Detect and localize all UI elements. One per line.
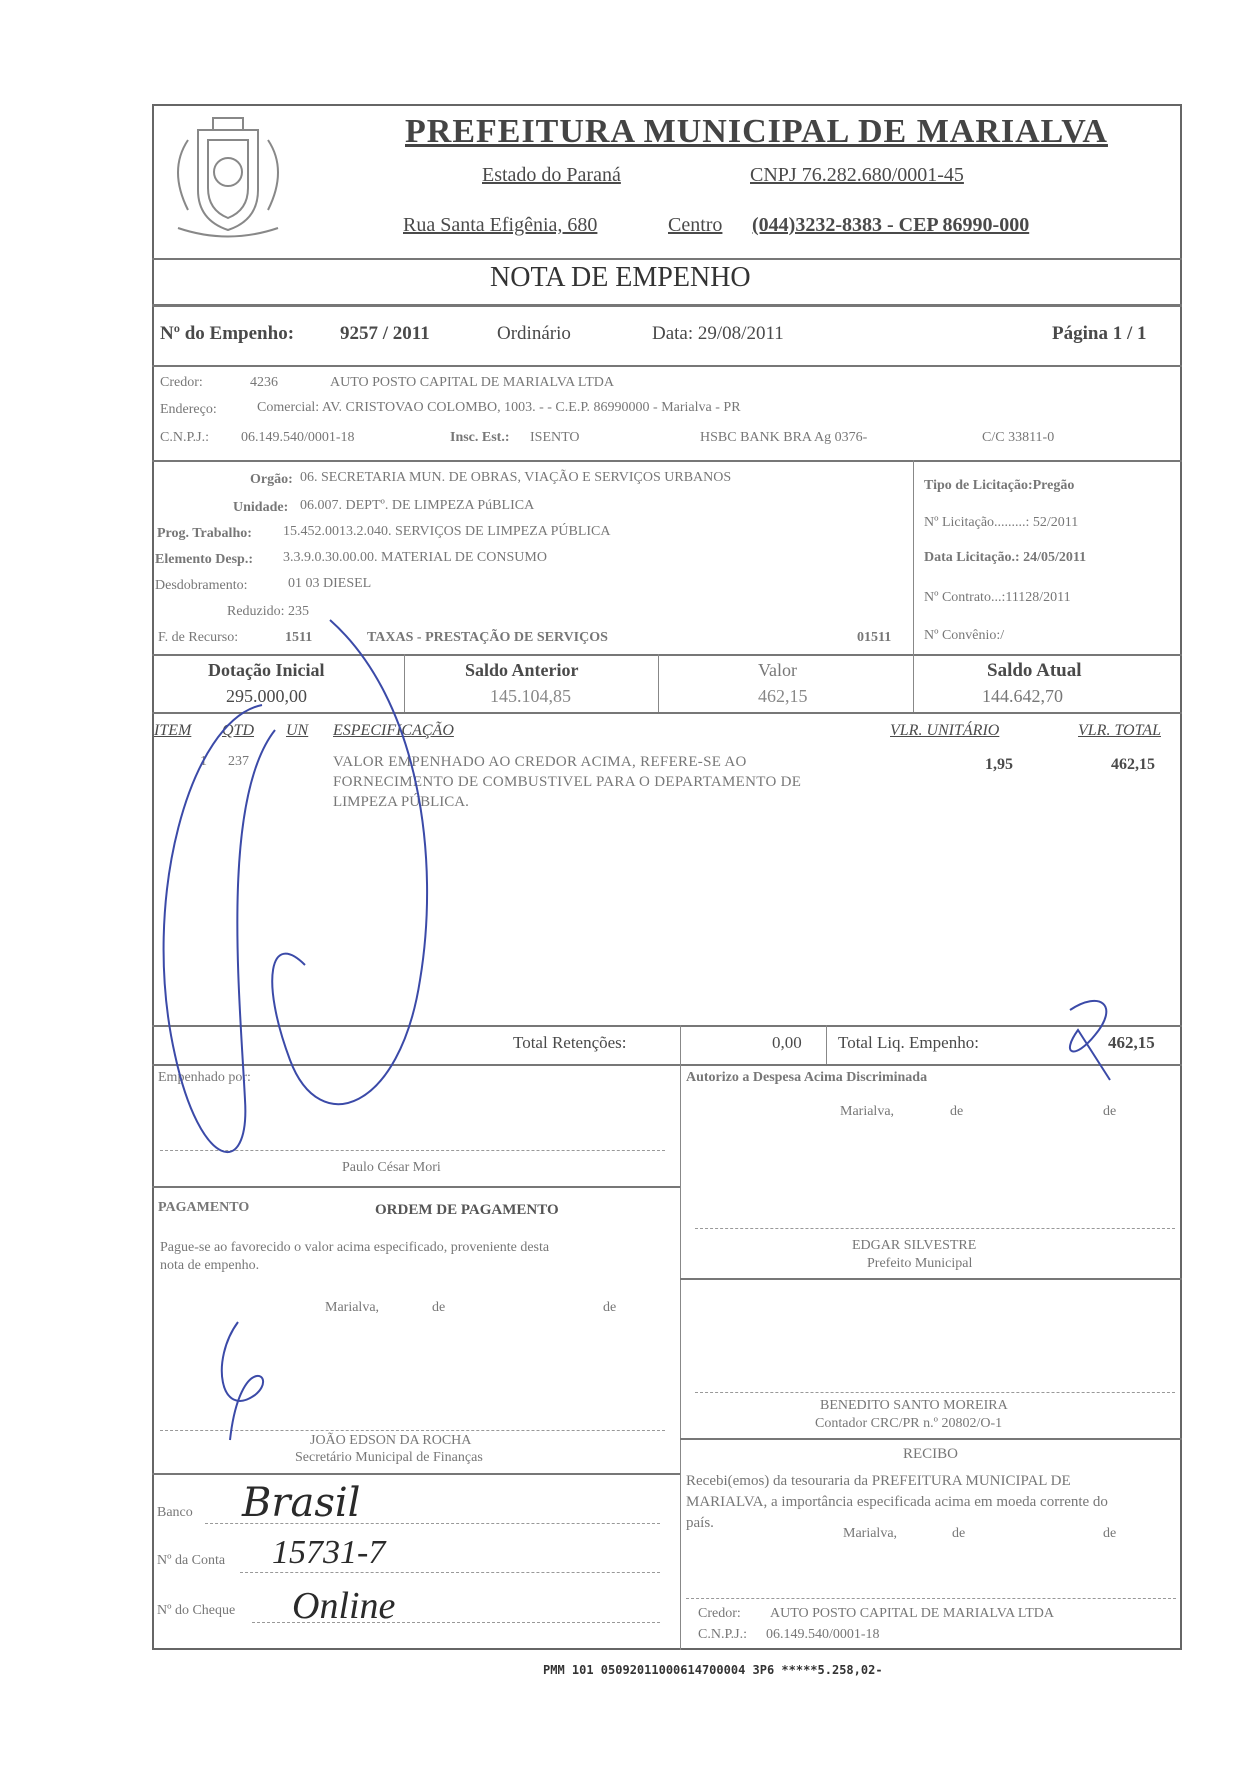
- insc-label: Insc. Est.:: [450, 430, 510, 445]
- item-spec-line1: VALOR EMPENHADO AO CREDOR ACIMA, REFERE-SE AO: [333, 754, 747, 770]
- balance-label-valor: Valor: [758, 660, 797, 680]
- retencoes-label: Total Retenções:: [513, 1033, 627, 1052]
- autorizo-label: Autorizo a Despesa Acima Discriminada: [686, 1070, 928, 1085]
- autorizo-signer-role: Prefeito Municipal: [867, 1256, 973, 1271]
- page-number: Página 1 / 1: [1052, 323, 1147, 344]
- balance-value-saldo-atual: 144.642,70: [982, 686, 1063, 706]
- numero-convenio: Nº Convênio:/: [924, 628, 1005, 643]
- balance-value-valor: 462,15: [758, 686, 808, 706]
- autorizo-de1: de: [950, 1104, 964, 1119]
- item-unit-price: 1,95: [985, 756, 1013, 773]
- autorizo-signer-name: EDGAR SILVESTRE: [852, 1238, 977, 1253]
- item-spec-line2: FORNECIMENTO DE COMBUSTIVEL PARA O DEPARTAMENTO DE: [333, 774, 802, 790]
- endereco-value: Comercial: AV. CRISTOVAO COLOMBO, 1003. - - C.E.P. 86990000 - Marialva - PR: [257, 400, 741, 415]
- balance-label-saldo-atual: Saldo Atual: [987, 660, 1082, 681]
- recibo-title: RECIBO: [903, 1446, 959, 1462]
- contador-name: BENEDITO SANTO MOREIRA: [820, 1398, 1008, 1413]
- credor-label: Credor:: [160, 375, 203, 390]
- conta-label: Nº da Conta: [157, 1553, 226, 1568]
- city-address: Rua Santa Efigênia, 680: [403, 214, 598, 236]
- col-unit-price: VLR. UNITÁRIO: [890, 722, 1000, 739]
- autorizo-place: Marialva,: [840, 1104, 895, 1119]
- desdob-label: Desdobramento:: [155, 578, 248, 593]
- empenho-label: Nº do Empenho:: [160, 323, 295, 344]
- banco-label: Banco: [157, 1505, 193, 1520]
- recibo-de2: de: [1103, 1526, 1117, 1541]
- reduzido-value: 235: [288, 604, 309, 619]
- pagamento-signer-name: JOÃO EDSON DA ROCHA: [310, 1433, 472, 1448]
- pagamento-signer-role: Secretário Municipal de Finanças: [295, 1450, 483, 1465]
- recibo-text-2: MARIALVA, a importância especificada acima em moeda corrente do: [686, 1494, 1108, 1510]
- conta-value: 15731-7: [272, 1534, 386, 1571]
- empenho-number: 9257 / 2011: [340, 323, 430, 344]
- pagamento-text-1: Pague-se ao favorecido o valor acima especificado, proveniente desta: [160, 1240, 550, 1255]
- state-name: Estado do Paraná: [482, 164, 621, 186]
- pagamento-de2: de: [603, 1300, 617, 1315]
- retencoes-value: 0,00: [772, 1033, 802, 1052]
- city-neighborhood: Centro: [668, 214, 723, 236]
- col-un: UN: [286, 722, 309, 739]
- endereco-label: Endereço:: [160, 402, 217, 417]
- balance-value-saldo-anterior: 145.104,85: [490, 686, 571, 706]
- city-hall-title: PREFEITURA MUNICIPAL DE MARIALVA: [405, 113, 1108, 150]
- col-item: ITEM: [154, 722, 192, 739]
- autorizo-de2: de: [1103, 1104, 1117, 1119]
- pagamento-text-2: nota de empenho.: [160, 1258, 260, 1273]
- recurso-code2: 01511: [857, 630, 892, 645]
- tipo-licitacao: Tipo de Licitação:Pregão: [924, 478, 1075, 493]
- city-phone-cep: (044)3232-8383 - CEP 86990-000: [752, 214, 1030, 236]
- recibo-credor-label: Credor:: [698, 1606, 741, 1621]
- balance-value-dotacao: 295.000,00: [226, 686, 307, 706]
- cheque-label: Nº do Cheque: [157, 1603, 236, 1618]
- total-liq-value: 462,15: [1108, 1033, 1155, 1052]
- recurso-label: F. de Recurso:: [158, 630, 239, 645]
- orgao-label: Orgão:: [250, 472, 293, 487]
- empenho-type: Ordinário: [497, 323, 571, 344]
- ordem-pagamento-title: ORDEM DE PAGAMENTO: [375, 1202, 559, 1218]
- contador-role: Contador CRC/PR n.º 20802/O-1: [815, 1416, 1003, 1431]
- insc-value: ISENTO: [530, 430, 580, 445]
- numero-licitacao: Nº Licitação.........: 52/2011: [924, 515, 1079, 530]
- bank-info: HSBC BANK BRA Ag 0376-: [700, 430, 868, 445]
- item-total: 462,15: [1111, 756, 1155, 773]
- bank-account: C/C 33811-0: [982, 430, 1055, 445]
- elemento-label: Elemento Desp.:: [155, 552, 253, 567]
- recibo-de1: de: [952, 1526, 966, 1541]
- city-cnpj: CNPJ 76.282.680/0001-45: [750, 164, 964, 186]
- desdob-value: 01 03 DIESEL: [288, 576, 372, 591]
- item-number: 1: [200, 754, 207, 769]
- pagamento-de1: de: [432, 1300, 446, 1315]
- pagamento-label: PAGAMENTO: [158, 1200, 250, 1215]
- balance-label-saldo-anterior: Saldo Anterior: [465, 660, 579, 680]
- document-title: NOTA DE EMPENHO: [490, 262, 751, 293]
- banco-value: Brasil: [242, 1480, 361, 1526]
- col-spec: ESPECIFICAÇÃO: [333, 722, 454, 739]
- recibo-text-3: país.: [686, 1515, 714, 1531]
- col-qtd: QTD: [222, 722, 255, 739]
- recibo-text-1: Recebi(emos) da tesouraria da PREFEITURA MUNICIPAL DE: [686, 1473, 1071, 1489]
- credor-name: AUTO POSTO CAPITAL DE MARIALVA LTDA: [330, 375, 614, 390]
- prog-label: Prog. Trabalho:: [157, 526, 252, 541]
- numero-contrato: Nº Contrato...:11128/2011: [924, 590, 1071, 605]
- footer-code: PMM 101 05092011000614700004 3P6 *****5.258,02-: [543, 1663, 883, 1677]
- elemento-value: 3.3.9.0.30.00.00. MATERIAL DE CONSUMO: [283, 550, 547, 565]
- cheque-value: Online: [292, 1585, 396, 1627]
- recibo-cnpj-value: 06.149.540/0001-18: [766, 1627, 880, 1642]
- empenhado-signer: Paulo César Mori: [342, 1160, 441, 1175]
- pagamento-place: Marialva,: [325, 1300, 380, 1315]
- data-licitacao: Data Licitação.: 24/05/2011: [924, 550, 1087, 565]
- item-spec-line3: LIMPEZA PÚBLICA.: [333, 794, 469, 810]
- cnpj-value: 06.149.540/0001-18: [241, 430, 355, 445]
- prog-value: 15.452.0013.2.040. SERVIÇOS DE LIMPEZA PÚBLICA: [283, 524, 611, 539]
- credor-code: 4236: [250, 375, 278, 390]
- col-total: VLR. TOTAL: [1078, 722, 1161, 739]
- item-qtd: 237: [228, 754, 249, 769]
- reduzido-label: Reduzido:: [227, 604, 285, 619]
- empenho-date: Data: 29/08/2011: [652, 323, 784, 344]
- empenhado-label: Empenhado por:: [158, 1070, 251, 1085]
- unidade-value: 06.007. DEPTº. DE LIMPEZA PúBLICA: [300, 498, 535, 513]
- balance-label-dotacao: Dotação Inicial: [208, 660, 325, 680]
- orgao-value: 06. SECRETARIA MUN. DE OBRAS, VIAÇÃO E SERVIÇOS URBANOS: [300, 470, 732, 485]
- recibo-credor-value: AUTO POSTO CAPITAL DE MARIALVA LTDA: [770, 1606, 1054, 1621]
- cnpj-label: C.N.P.J.:: [160, 430, 210, 445]
- recibo-place: Marialva,: [843, 1526, 898, 1541]
- recurso-code: 1511: [285, 630, 313, 645]
- unidade-label: Unidade:: [233, 500, 289, 515]
- recibo-cnpj-label: C.N.P.J.:: [698, 1627, 748, 1642]
- total-liq-label: Total Liq. Empenho:: [838, 1033, 979, 1052]
- recurso-name: TAXAS - PRESTAÇÃO DE SERVIÇOS: [367, 630, 608, 645]
